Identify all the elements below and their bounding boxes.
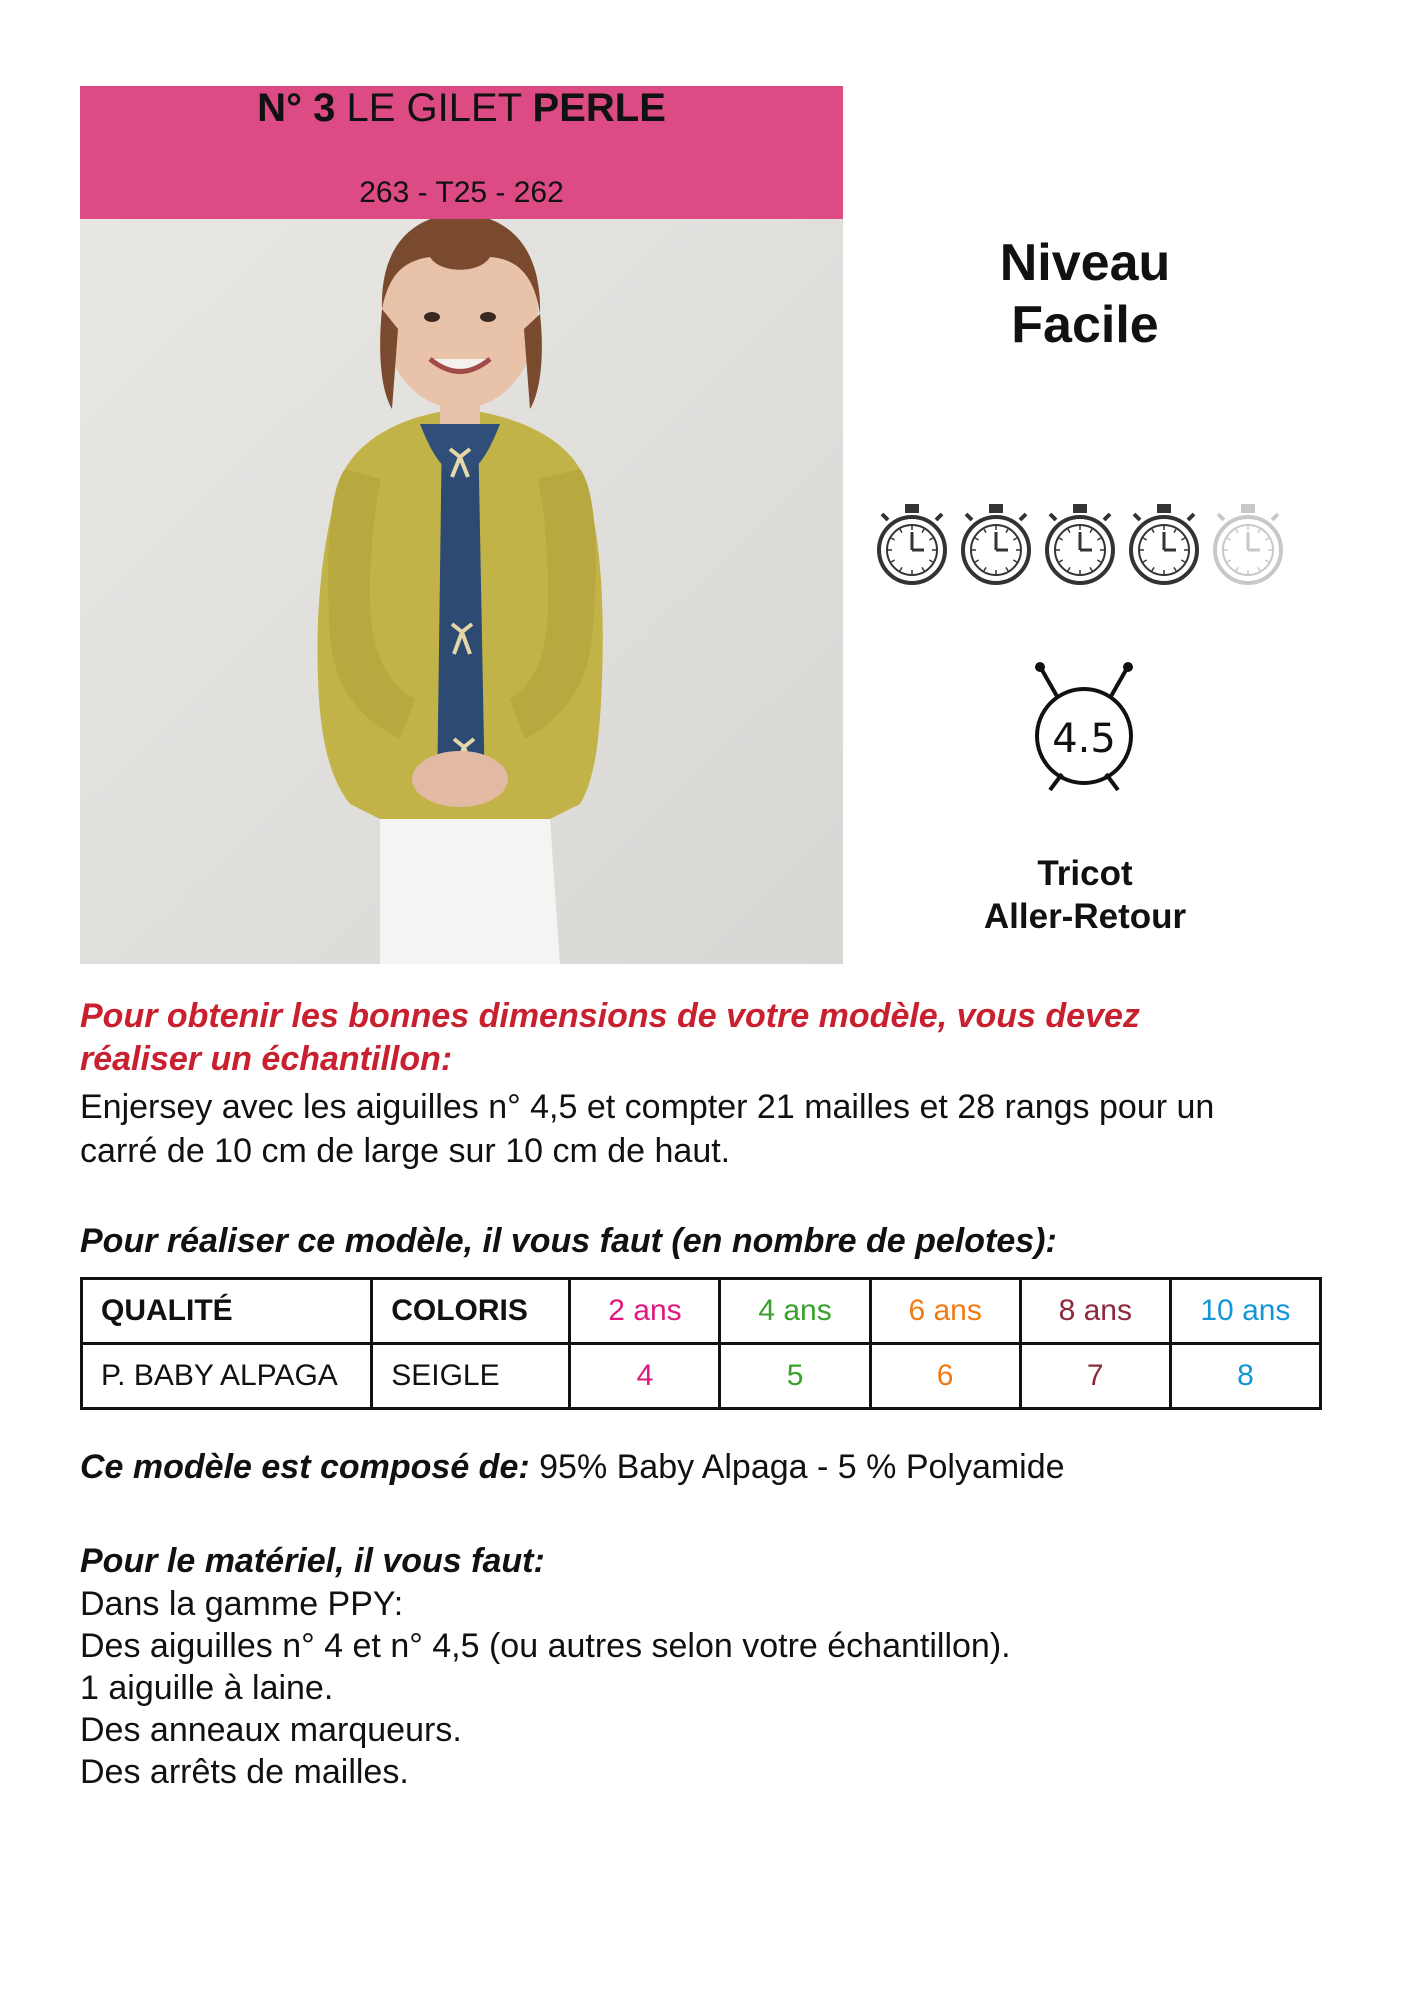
- stopwatch-icon: [963, 504, 1029, 583]
- materials-item: Des anneaux marqueurs.: [80, 1711, 462, 1749]
- materials-item: 1 aiguille à laine.: [80, 1669, 334, 1707]
- stopwatch-icon: [879, 504, 945, 583]
- gauge-text-line-1: Enjersey avec les aiguilles n° 4,5 et compter 21 mailles et 28 rangs pour un: [80, 1088, 1215, 1126]
- cell-qualite: P. BABY ALPAGA: [82, 1344, 372, 1409]
- table-row: [82, 1344, 1321, 1409]
- header-size-10: 10 ans: [1170, 1279, 1320, 1344]
- materials-item: Des aiguilles n° 4 et n° 4,5 (ou autres selon votre échantillon).: [80, 1627, 1011, 1665]
- level-label: Niveau: [999, 234, 1171, 292]
- yarn-table: [80, 1277, 1322, 1410]
- pattern-refs: 263 - T25 - 262: [359, 176, 564, 209]
- pattern-name: PERLE: [532, 86, 666, 130]
- gauge-text-line-2: carré de 10 cm de large sur 10 cm de haut.: [80, 1132, 731, 1170]
- yarn-heading: Pour réaliser ce modèle, il vous faut (en nombre de pelotes):: [80, 1222, 1057, 1260]
- header-size-2: 2 ans: [570, 1279, 720, 1344]
- composition-label: Ce modèle est composé de:: [80, 1448, 530, 1486]
- technique-line-1: Tricot: [1037, 854, 1133, 893]
- header-qualite: QUALITÉ: [82, 1279, 372, 1344]
- composition-value: 95% Baby Alpaga - 5 % Polyamide: [529, 1448, 1065, 1486]
- child-cardigan-illustration: [80, 219, 843, 964]
- pattern-title-middle: LE GILET: [335, 86, 533, 130]
- materials-item: Dans la gamme PPY:: [80, 1585, 404, 1623]
- cell-count-8: 7: [1020, 1344, 1170, 1409]
- time-rating: [872, 498, 1292, 590]
- model-photo: [80, 219, 843, 964]
- header-size-6: 6 ans: [870, 1279, 1020, 1344]
- cell-count-4: 5: [720, 1344, 870, 1409]
- needle-size-icon: [1022, 660, 1146, 796]
- cell-count-10: 8: [1170, 1344, 1320, 1409]
- gauge-heading-line-2: réaliser un échantillon:: [80, 1040, 453, 1078]
- technique-line-2: Aller-Retour: [983, 897, 1187, 936]
- stopwatch-icon: [1131, 504, 1197, 583]
- materials-item: Des arrêts de mailles.: [80, 1753, 409, 1791]
- gauge-heading-line-1: Pour obtenir les bonnes dimensions de votre modèle, vous devez: [80, 997, 1140, 1035]
- table-header-row: [82, 1279, 1321, 1344]
- stopwatch-icon: [1215, 504, 1281, 583]
- header-size-8: 8 ans: [1020, 1279, 1170, 1344]
- header-coloris: COLORIS: [372, 1279, 570, 1344]
- cell-count-2: 4: [570, 1344, 720, 1409]
- cell-coloris: SEIGLE: [372, 1344, 570, 1409]
- level-value: Facile: [1011, 296, 1159, 354]
- materials-heading: Pour le matériel, il vous faut:: [80, 1542, 545, 1580]
- cell-count-6: 6: [870, 1344, 1020, 1409]
- header-size-4: 4 ans: [720, 1279, 870, 1344]
- composition-line: [80, 1446, 1065, 1489]
- pattern-header: [80, 86, 843, 219]
- level-block: [930, 232, 1240, 356]
- stopwatch-icon: [1047, 504, 1113, 583]
- needle-size-value: 4.5: [1052, 716, 1116, 762]
- technique-block: [930, 852, 1240, 938]
- pattern-number: N° 3: [257, 86, 336, 130]
- pattern-title: [80, 86, 843, 130]
